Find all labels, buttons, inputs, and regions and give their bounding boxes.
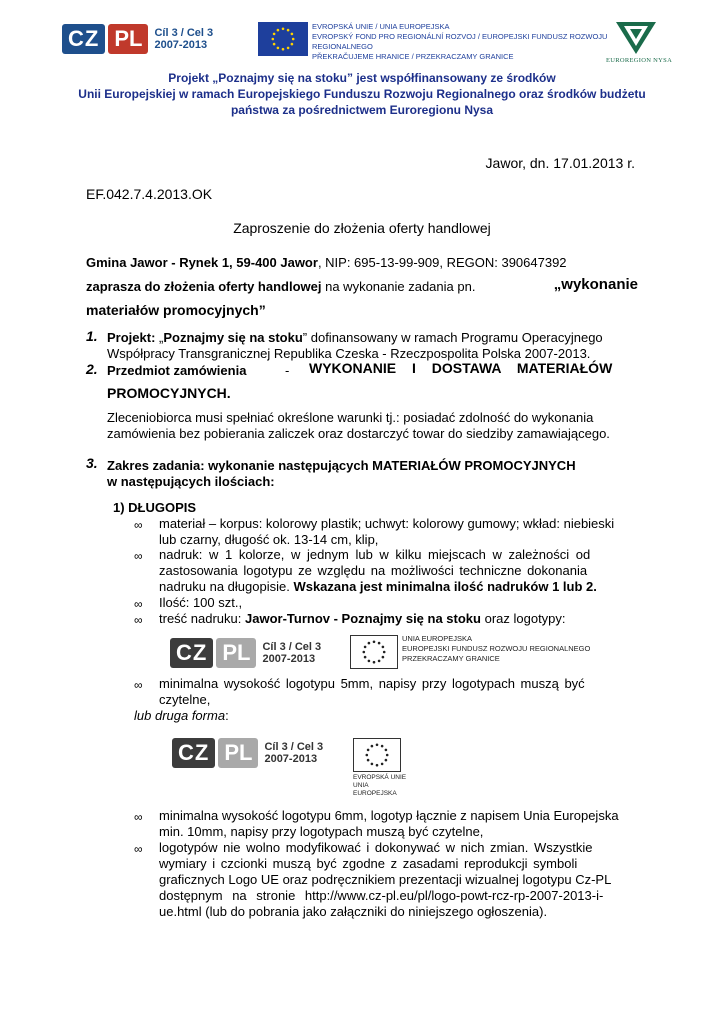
bullet-6-line-2: min. 10mm, napisy przy logotypach muszą być czytelne,	[159, 824, 484, 839]
section-1-line-1	[107, 330, 638, 346]
bullet-icon: ∞	[134, 810, 143, 824]
eu-star-icon	[292, 38, 295, 41]
czpl-logo-sample-2	[172, 738, 323, 768]
eu-star-icon	[277, 47, 280, 50]
eu-star-icon	[273, 33, 276, 36]
eu-star-icon	[385, 749, 388, 752]
section-2-label: Przedmiot zamówienia	[107, 363, 247, 378]
section-2-dash: -	[285, 363, 290, 378]
invite-rest: na wykonanie zadania pn.	[321, 279, 476, 294]
eu-star-icon	[373, 661, 376, 664]
reference-number: EF.042.7.4.2013.OK	[86, 186, 213, 202]
eu-star-icon	[367, 759, 370, 762]
section-1-quote-open: „	[155, 330, 164, 345]
eu-star-icon	[382, 646, 385, 649]
section-2-para-1: Zleceniobiorca musi spełniać określone warunki tj.: posiadać zdolność do wykonania	[107, 410, 594, 425]
eu-star-icon	[376, 744, 379, 747]
bullet-4-rest: oraz logotypy:	[480, 611, 566, 626]
eu-header-line: EVROPSKÝ FOND PRO REGIONÁLNÍ ROZVOJ / EUROPEJSKI FUNDUSZ ROZWOJU REGIONALNEGO	[312, 32, 608, 51]
czpl-logo-years: 2007-2013	[154, 39, 208, 51]
section-2-value-1: WYKONANIE I DOSTAWA MATERIAŁÓW	[309, 360, 613, 376]
eu-logo-text-line: UNIA EUROPEJSKA	[402, 634, 473, 643]
eu-star-icon	[272, 38, 275, 41]
czpl-logo-sample-1	[170, 638, 321, 668]
bullet-icon: ∞	[134, 549, 143, 563]
bullet-2-line-1: nadruk: w 1 kolorze, w jednym lub w kilku miejscach w zależności od	[159, 547, 591, 562]
eu-star-icon	[368, 642, 371, 645]
eu-star-icon	[376, 764, 379, 767]
eu-flag-icon	[258, 22, 308, 56]
section-number: 1.	[86, 328, 98, 344]
bullet-4-bold: Jawor-Turnov - Poznajmy się na stoku	[245, 611, 481, 626]
issuer-name: Gmina Jawor - Rynek 1, 59-400 Jawor	[86, 255, 318, 270]
czpl-logo-cz: CZ	[172, 738, 215, 768]
section-3-line-2: w następujących ilościach:	[107, 474, 275, 489]
section-2-value-2: PROMOCYJNYCH.	[107, 385, 231, 401]
funding-line: państwa za pośrednictwem Euroregionu Nysa	[230, 103, 494, 117]
eu-star-icon	[382, 656, 385, 659]
eu-star-icon	[291, 43, 294, 46]
czpl-logo-pl: PL	[218, 738, 258, 768]
eu-logo-text-line: PRZEKRACZAMY GRANICE	[402, 654, 500, 663]
eu-star-icon	[385, 759, 388, 762]
section-2-para-2: zamówienia bez pobierania zaliczek oraz dostarczyć towar do siedziby zamawiającego.	[107, 426, 610, 441]
eu-star-icon	[368, 660, 371, 663]
eu-header-line: EVROPSKÁ UNIE / UNIA EUROPEJSKA	[312, 22, 450, 31]
eu-star-icon	[363, 651, 366, 654]
funding-line: Projekt „Poznajmy się na stoku” jest współfinansowany ze środków	[168, 71, 556, 85]
czpl-logo-years: 2007-2013	[262, 653, 316, 665]
bullet-4	[159, 611, 566, 627]
funding-line: Unii Europejskiej w ramach Europejskiego Funduszu Rozwoju Regionalnego oraz środków budżetu	[78, 87, 646, 101]
bullet-icon: ∞	[134, 842, 143, 856]
eu-star-icon	[373, 641, 376, 644]
czpl-logo-cz: CZ	[170, 638, 213, 668]
eu-star-icon	[381, 763, 384, 766]
czpl-logo-cil: Cíl 3 / Cel 3	[264, 741, 324, 753]
bullet-2-line-3-text: nadruku na długopisie.	[159, 579, 294, 594]
eu-star-icon	[291, 33, 294, 36]
eu-star-icon	[287, 29, 290, 32]
bullet-4-text: treść nadruku:	[159, 611, 245, 626]
bullet-6-line-1: minimalna wysokość logotypu 6mm, logotyp łącznie z napisem Unia Europejska	[159, 808, 619, 823]
eu-star-icon	[282, 28, 285, 31]
eu-star-icon	[386, 754, 389, 757]
czpl-logo-years: 2007-2013	[264, 753, 318, 765]
bullet-3: Ilość: 100 szt.,	[159, 595, 243, 610]
eu-star-icon	[378, 660, 381, 663]
section-number: 3.	[86, 455, 98, 471]
eu-header-text	[312, 22, 612, 62]
invite-bold: zaprasza do złożenia oferty handlowej	[86, 279, 322, 294]
section-1-label: Projekt:	[107, 330, 156, 345]
eu-star-icon	[364, 646, 367, 649]
eu-star-icon	[383, 651, 386, 654]
bullet-icon: ∞	[134, 518, 143, 532]
bullet-2-line-3	[159, 579, 597, 595]
alternative-form-label	[134, 708, 229, 724]
eu-star-icon	[371, 763, 374, 766]
section-1-line-2: Współpracy Transgranicznej Republika Czeska - Rzeczpospolita Polska 2007-2013.	[107, 346, 591, 361]
czpl-logo-cz: CZ	[62, 24, 105, 54]
czpl-logo-cil: Cíl 3 / Cel 3	[262, 641, 322, 653]
project-name: Poznajmy się na stoku	[163, 330, 303, 345]
bullet-2-line-3-bold: Wskazana jest minimalna ilość nadruków 1 lub 2.	[293, 579, 597, 594]
alternative-form-colon: :	[225, 708, 229, 723]
euroregion-nysa-caption: EUROREGION NYSA	[606, 57, 673, 64]
eu-logo-text-line: EUROPEJSKI FUNDUSZ ROZWOJU REGIONALNEGO	[402, 644, 591, 653]
eu-star-icon	[277, 29, 280, 32]
bullet-icon: ∞	[134, 613, 143, 627]
bullet-1-line-2: lub czarny, długość ok. 13-14 cm, klip,	[159, 532, 379, 547]
eu-star-icon	[381, 745, 384, 748]
czpl-logo-cil: Cíl 3 / Cel 3	[154, 27, 214, 39]
bullet-7-line-4: dostępnym na stronie http://www.cz-pl.eu/pl/logo-powt-rcz-rp-2007-2013-i-	[159, 888, 604, 903]
document-title: Zaproszenie do złożenia oferty handlowej	[233, 220, 491, 236]
eu-logo-caption-line: UNIA EUROPEJSKA	[353, 782, 397, 797]
bullet-5-line-1: minimalna wysokość logotypu 5mm, napisy przy logotypach muszą być	[159, 676, 585, 691]
bullet-2-line-2: zastosowania logotypu ze względu na możliwości techniczne dokonania	[159, 563, 588, 578]
bullet-7-line-1: logotypów nie wolno modyfikować i dokonywać w nich zmian. Wszystkie	[159, 840, 593, 855]
czpl-logo	[62, 24, 213, 54]
eu-flag-outline-icon	[350, 635, 398, 669]
bullet-5-line-2: czytelne,	[159, 692, 211, 707]
bullet-1-line-1: materiał – korpus: kolorowy plastik; uchwyt: kolorowy gumowy; wkład: niebieski	[159, 516, 615, 531]
item-1-title: 1) DŁUGOPIS	[113, 500, 197, 515]
section-1-text: ” dofinansowany w ramach Programu Operacyjnego	[302, 330, 603, 345]
eu-star-icon	[366, 754, 369, 757]
section-number: 2.	[86, 361, 98, 377]
czpl-logo-pl: PL	[216, 638, 256, 668]
bullet-icon: ∞	[134, 678, 143, 692]
issuer-line	[86, 255, 638, 271]
place-date: Jawor, dn. 17.01.2013 r.	[485, 155, 635, 171]
eu-star-icon	[287, 47, 290, 50]
bullet-icon: ∞	[134, 597, 143, 611]
bullet-7-line-3: graficznych Logo UE oraz podręcznikiem prezentacji wizualnej logotypu Cz-PL	[159, 872, 612, 887]
eu-logo-text	[402, 634, 602, 664]
euroregion-nysa-logo-icon	[614, 20, 658, 56]
eu-star-icon	[282, 48, 285, 51]
eu-logo-caption-line: EVROPSKÁ UNIE	[353, 774, 407, 781]
section-3-line-1: Zakres zadania: wykonanie następujących MATERIAŁÓW PROMOCYJNYCH	[107, 458, 576, 473]
alternative-form-text: lub druga forma	[134, 708, 226, 723]
eu-star-icon	[273, 43, 276, 46]
eu-star-icon	[371, 745, 374, 748]
bullet-7-line-2: wymiary i czcionki muszą być zgodne z zasadami reprodukcji symboli	[159, 856, 578, 871]
eu-logo-caption	[353, 774, 413, 798]
eu-star-icon	[367, 749, 370, 752]
bullet-7-line-5: ue.html (lub do pobrania jako załączniki do niniejszego ogłoszenia).	[159, 904, 548, 919]
eu-star-icon	[364, 656, 367, 659]
issuer-ids: , NIP: 695-13-99-909, REGON: 390647392	[317, 255, 567, 270]
eu-flag-outline-icon	[353, 738, 401, 772]
eu-header-line: PŘEKRAČUJEME HRANICE / PRZEKRACZAMY GRANICE	[312, 52, 514, 61]
task-name-2: materiałów promocyjnych”	[86, 302, 266, 318]
eu-star-icon	[378, 642, 381, 645]
czpl-logo-pl: PL	[108, 24, 148, 54]
task-name-1: „wykonanie	[553, 276, 638, 293]
